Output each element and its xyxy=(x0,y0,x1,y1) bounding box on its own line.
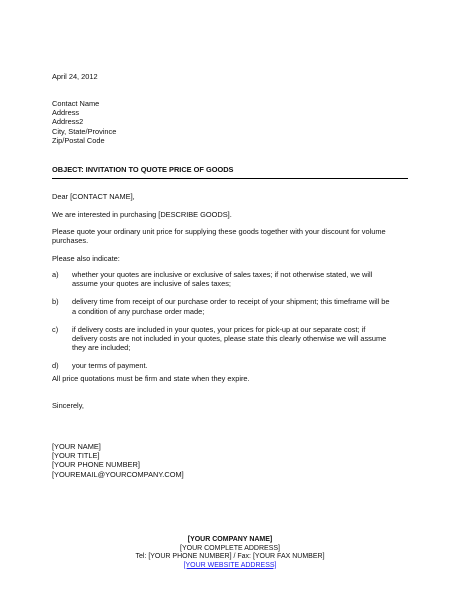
recipient-line: Address2 xyxy=(52,117,84,127)
footer-contact: Tel: [YOUR PHONE NUMBER] / Fax: [YOUR FAX NUMBER] xyxy=(135,553,325,561)
salutation: Dear [CONTACT NAME], xyxy=(52,192,135,201)
paragraph-line: Please quote your ordinary unit price for supplying these goods together with your discount for volume xyxy=(52,227,386,236)
letter-date: April 24, 2012 xyxy=(52,72,98,81)
list-item xyxy=(52,325,412,353)
signature-line: [YOUR NAME] xyxy=(52,442,101,451)
recipient-line: City, State/Province xyxy=(52,126,117,136)
list-marker: c) xyxy=(52,324,59,334)
signature-line: [YOUR PHONE NUMBER] xyxy=(52,460,140,470)
paragraph-purchase: We are interested in purchasing [DESCRIBE GOODS]. xyxy=(52,210,232,219)
list-marker: a) xyxy=(52,270,59,279)
list-marker: d) xyxy=(52,361,59,371)
letterhead-footer xyxy=(0,536,460,570)
list-item xyxy=(52,361,412,370)
footer-website-link[interactable]: [YOUR WEBSITE ADDRESS] xyxy=(183,561,277,569)
paragraph-indicate: Please also indicate: xyxy=(52,254,120,263)
recipient-line: Contact Name xyxy=(52,99,100,108)
closing: Sincerely, xyxy=(52,401,84,410)
list-item xyxy=(52,297,412,315)
object-heading: OBJECT: INVITATION TO QUOTE PRICE OF GOODS xyxy=(52,165,408,179)
recipient-line: Zip/Postal Code xyxy=(52,135,105,145)
list-line: assume your quotes are inclusive of sales taxes; xyxy=(72,279,231,289)
list-line: your terms of payment. xyxy=(72,361,148,371)
paragraph-quote xyxy=(52,227,386,245)
list-line: delivery costs are not included in your quotes, please state this clearly otherwise we will assume xyxy=(72,334,387,344)
list-marker: b) xyxy=(52,297,59,307)
paragraph-line: purchases. xyxy=(52,236,89,246)
list-line: a condition of any purchase order made; xyxy=(72,306,205,316)
signature-line: [YOUREMAIL@YOURCOMPANY.COM] xyxy=(52,469,184,479)
list-item xyxy=(52,270,412,288)
list-line: delivery time from receipt of our purchase order to receipt of your shipment; this timeframe will be xyxy=(72,297,390,307)
signature-block xyxy=(52,442,184,479)
signature-line: [YOUR TITLE] xyxy=(52,451,100,461)
list-line: if delivery costs are included in your quotes, your prices for pick-up at our separate cost; if xyxy=(72,324,366,334)
list-line: whether your quotes are inclusive or exclusive of sales taxes; if not otherwise stated, we will xyxy=(72,270,373,279)
recipient-line: Address xyxy=(52,108,80,118)
recipient-address xyxy=(52,99,116,145)
paragraph-firm: All price quotations must be firm and state when they expire. xyxy=(52,374,250,383)
list-line: they are included; xyxy=(72,343,131,353)
footer-address: [YOUR COMPLETE ADDRESS] xyxy=(180,544,280,552)
footer-company: [YOUR COMPANY NAME] xyxy=(187,536,273,543)
conditions-list xyxy=(52,270,412,380)
